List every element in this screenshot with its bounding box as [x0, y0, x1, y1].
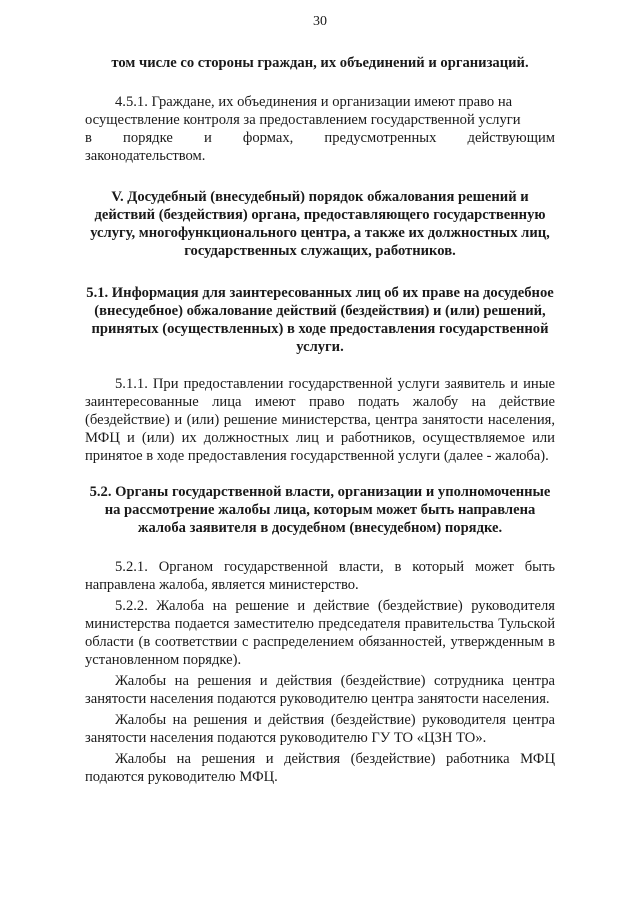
- paragraph-5-1-1: 5.1.1. При предоставлении государственной услуги заявитель и иные заинтересованные лица имеют право подать жалобу на действие (бездействие) и (или) решение министерства, центра занятости населения, МФЦ и (или) их должностных лиц и работников, осуществляемое или принятое в ходе предоставления государственной услуги (далее - жалоба).: [85, 376, 555, 464]
- p451-word: действующим: [467, 130, 555, 146]
- p451-word: в: [85, 130, 92, 146]
- p451-word: предусмотренных: [324, 130, 437, 146]
- paragraph-employment-head: Жалобы на решения и действия (бездействие) руководителя центра занятости населения подаются руководителю ГУ ТО «ЦЗН ТО».: [85, 712, 555, 746]
- p451-line2: осуществление контроля за предоставлением государственной услуги: [85, 112, 521, 128]
- p451-word: и: [203, 130, 212, 146]
- p451-line3: [85, 129, 555, 147]
- p451-line4: законодательством.: [85, 148, 206, 164]
- paragraph-employment-staff: Жалобы на решения и действия (бездействие) сотрудника центра занятости населения подаются руководителю центра занятости населения.: [85, 673, 555, 707]
- page-content: [85, 54, 555, 786]
- section-5-2-title: 5.2. Органы государственной власти, организации и уполномоченные на рассмотрение жалобы лица, которым может быть направлена жалоба заявителя в досудебном (внесудебном) порядке.: [89, 484, 551, 536]
- section-5-1-title: 5.1. Информация для заинтересованных лиц об их праве на досудебное (внесудебное) обжалование действий (бездействия) и (или) решений, принятых (осуществленных) в ходе предоставления государственной услуги.: [86, 285, 554, 355]
- paragraph-5-2-1: 5.2.1. Органом государственной власти, в который может быть направлена жалоба, является министерство.: [85, 559, 555, 593]
- p451-word: порядке: [123, 130, 173, 146]
- p451-word: формах,: [242, 130, 294, 146]
- paragraph-4-5-1: [85, 93, 555, 165]
- paragraph-mfc: Жалобы на решения и действия (бездействие) работника МФЦ подаются руководителю МФЦ.: [85, 751, 555, 785]
- p451-line1: 4.5.1. Граждане, их объединения и организации имеют право на: [115, 94, 513, 110]
- intro-line: том числе со стороны граждан, их объединений и организаций.: [111, 55, 529, 71]
- section-v-title: V. Досудебный (внесудебный) порядок обжалования решений и действий (бездействия) органа, предоставляющего государственную услугу, многофункционального центра, а также их должностных лиц, государственных служащих, работников.: [90, 189, 550, 259]
- paragraph-5-2-2: 5.2.2. Жалоба на решение и действие (бездействие) руководителя министерства подается заместителю председателя правительства Тульской области (в соответствии с распределением обязанностей, утвержденным в установленном порядке).: [85, 598, 555, 668]
- page-number: 30: [313, 14, 327, 29]
